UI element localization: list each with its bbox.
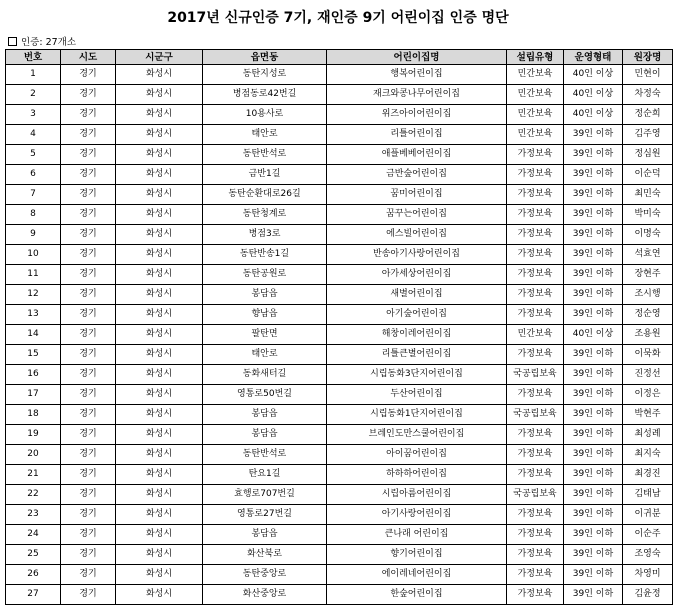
- cell-number: 8: [6, 205, 61, 225]
- cell-operation-type: 39인 이하: [564, 525, 623, 545]
- cell-city: 화성시: [116, 465, 203, 485]
- cell-number: 10: [6, 245, 61, 265]
- table-row: [6, 225, 673, 245]
- cell-province: 경기: [61, 365, 116, 385]
- cell-founding-type: 가정보육: [507, 445, 564, 465]
- cell-district: 동탄반석로: [203, 445, 327, 465]
- column-header-province: 시도: [61, 50, 116, 65]
- cell-daycare-name: 아가세상어린이집: [327, 265, 507, 285]
- cell-city: 화성시: [116, 365, 203, 385]
- cell-number: 15: [6, 345, 61, 365]
- cell-province: 경기: [61, 465, 116, 485]
- cell-daycare-name: 새별어린이집: [327, 285, 507, 305]
- cell-province: 경기: [61, 225, 116, 245]
- cell-founding-type: 민간보육: [507, 65, 564, 85]
- cell-founding-type: 가정보육: [507, 305, 564, 325]
- cell-district: 동탄공원로: [203, 265, 327, 285]
- cell-city: 화성시: [116, 405, 203, 425]
- cell-number: 17: [6, 385, 61, 405]
- cell-number: 12: [6, 285, 61, 305]
- cell-city: 화성시: [116, 245, 203, 265]
- table-row: [6, 345, 673, 365]
- cell-founding-type: 가정보육: [507, 505, 564, 525]
- cell-director-name: 차정숙: [623, 85, 673, 105]
- cell-number: 20: [6, 445, 61, 465]
- cell-founding-type: 가정보육: [507, 285, 564, 305]
- cell-number: 7: [6, 185, 61, 205]
- cell-operation-type: 39인 이하: [564, 145, 623, 165]
- cell-operation-type: 39인 이하: [564, 385, 623, 405]
- cell-operation-type: 39인 이하: [564, 345, 623, 365]
- cell-operation-type: 39인 이하: [564, 445, 623, 465]
- cell-operation-type: 40인 이상: [564, 105, 623, 125]
- table-row: [6, 245, 673, 265]
- cell-province: 경기: [61, 505, 116, 525]
- cell-city: 화성시: [116, 165, 203, 185]
- table-row: [6, 585, 673, 605]
- cell-daycare-name: 브레인도만스쿨어린이집: [327, 425, 507, 445]
- cell-operation-type: 39인 이하: [564, 225, 623, 245]
- cell-number: 9: [6, 225, 61, 245]
- column-header-operation-type: 운영형태: [564, 50, 623, 65]
- cell-province: 경기: [61, 485, 116, 505]
- cell-operation-type: 39인 이하: [564, 245, 623, 265]
- cell-daycare-name: 아기사랑어린이집: [327, 505, 507, 525]
- cell-city: 화성시: [116, 305, 203, 325]
- cell-operation-type: 39인 이하: [564, 165, 623, 185]
- cell-daycare-name: 두산어린이집: [327, 385, 507, 405]
- cell-province: 경기: [61, 105, 116, 125]
- cell-daycare-name: 큰나래 어린이집: [327, 525, 507, 545]
- cell-daycare-name: 에이레네어린이집: [327, 565, 507, 585]
- cell-city: 화성시: [116, 125, 203, 145]
- cell-director-name: 정순영: [623, 305, 673, 325]
- cell-director-name: 이귀분: [623, 505, 673, 525]
- cell-city: 화성시: [116, 545, 203, 565]
- cell-daycare-name: 꿈미어린이집: [327, 185, 507, 205]
- table-row: [6, 385, 673, 405]
- certification-count-text: 인증: 27개소: [21, 37, 77, 48]
- cell-operation-type: 39인 이하: [564, 265, 623, 285]
- column-header-director-name: 원장명: [623, 50, 673, 65]
- cell-director-name: 석효연: [623, 245, 673, 265]
- cell-district: 병점3로: [203, 225, 327, 245]
- cell-number: 4: [6, 125, 61, 145]
- cell-operation-type: 40인 이상: [564, 325, 623, 345]
- cell-director-name: 이순주: [623, 525, 673, 545]
- cell-district: 탄요1길: [203, 465, 327, 485]
- cell-province: 경기: [61, 165, 116, 185]
- cell-city: 화성시: [116, 105, 203, 125]
- table-row: [6, 125, 673, 145]
- table-row: [6, 105, 673, 125]
- cell-daycare-name: 꿈꾸는어린이집: [327, 205, 507, 225]
- table-row: [6, 185, 673, 205]
- cell-operation-type: 40인 이상: [564, 85, 623, 105]
- cell-number: 19: [6, 425, 61, 445]
- cell-founding-type: 가정보육: [507, 225, 564, 245]
- cell-province: 경기: [61, 85, 116, 105]
- table-row: [6, 405, 673, 425]
- table-row: [6, 165, 673, 185]
- cell-province: 경기: [61, 285, 116, 305]
- cell-number: 18: [6, 405, 61, 425]
- cell-district: 향남읍: [203, 305, 327, 325]
- cell-daycare-name: 아기숲어린이집: [327, 305, 507, 325]
- column-header-daycare-name: 어린이집명: [327, 50, 507, 65]
- cell-founding-type: 가정보육: [507, 465, 564, 485]
- cell-daycare-name: 리틀큰별어린이집: [327, 345, 507, 365]
- cell-province: 경기: [61, 65, 116, 85]
- cell-operation-type: 40인 이상: [564, 65, 623, 85]
- cell-city: 화성시: [116, 65, 203, 85]
- cell-daycare-name: 에스빌어린이집: [327, 225, 507, 245]
- cell-province: 경기: [61, 585, 116, 605]
- cell-city: 화성시: [116, 345, 203, 365]
- cell-number: 26: [6, 565, 61, 585]
- cell-founding-type: 가정보육: [507, 265, 564, 285]
- cell-founding-type: 가정보육: [507, 425, 564, 445]
- cell-operation-type: 39인 이하: [564, 185, 623, 205]
- cell-number: 13: [6, 305, 61, 325]
- cell-operation-type: 39인 이하: [564, 285, 623, 305]
- cell-district: 동탄반송1길: [203, 245, 327, 265]
- cell-number: 16: [6, 365, 61, 385]
- cell-number: 2: [6, 85, 61, 105]
- cell-director-name: 김윤정: [623, 585, 673, 605]
- cell-district: 10용사로: [203, 105, 327, 125]
- cell-province: 경기: [61, 125, 116, 145]
- cell-founding-type: 가정보육: [507, 525, 564, 545]
- certified-daycare-table: [5, 49, 673, 605]
- cell-province: 경기: [61, 305, 116, 325]
- cell-daycare-name: 시립동화3단지어린이집: [327, 365, 507, 385]
- cell-number: 11: [6, 265, 61, 285]
- cell-number: 27: [6, 585, 61, 605]
- cell-director-name: 정심원: [623, 145, 673, 165]
- table-row: [6, 305, 673, 325]
- cell-district: 동탄청계로: [203, 205, 327, 225]
- table-row: [6, 85, 673, 105]
- cell-city: 화성시: [116, 565, 203, 585]
- cell-daycare-name: 애플베베어린이집: [327, 145, 507, 165]
- cell-operation-type: 39인 이하: [564, 485, 623, 505]
- cell-province: 경기: [61, 445, 116, 465]
- cell-founding-type: 민간보육: [507, 85, 564, 105]
- cell-city: 화성시: [116, 585, 203, 605]
- cell-district: 동탄중앙로: [203, 565, 327, 585]
- cell-province: 경기: [61, 265, 116, 285]
- cell-district: 영통로27번길: [203, 505, 327, 525]
- cell-operation-type: 39인 이하: [564, 365, 623, 385]
- table-row: [6, 485, 673, 505]
- cell-province: 경기: [61, 345, 116, 365]
- table-row: [6, 445, 673, 465]
- cell-city: 화성시: [116, 185, 203, 205]
- cell-founding-type: 국공립보육: [507, 485, 564, 505]
- cell-district: 효행로707번길: [203, 485, 327, 505]
- cell-number: 22: [6, 485, 61, 505]
- cell-founding-type: 민간보육: [507, 325, 564, 345]
- cell-daycare-name: 하하하어린이집: [327, 465, 507, 485]
- cell-director-name: 조용원: [623, 325, 673, 345]
- table-row: [6, 325, 673, 345]
- cell-city: 화성시: [116, 445, 203, 465]
- cell-daycare-name: 반송아기사랑어린이집: [327, 245, 507, 265]
- cell-director-name: 최민숙: [623, 185, 673, 205]
- cell-district: 화산북로: [203, 545, 327, 565]
- document-title: 2017년 신규인증 7기, 재인증 9기 어린이집 인증 명단: [167, 10, 509, 26]
- table-row: [6, 365, 673, 385]
- cell-daycare-name: 아이꿈어린이집: [327, 445, 507, 465]
- cell-operation-type: 39인 이하: [564, 585, 623, 605]
- cell-operation-type: 39인 이하: [564, 545, 623, 565]
- checkbox-square-icon: [8, 37, 17, 46]
- cell-province: 경기: [61, 565, 116, 585]
- cell-daycare-name: 행복어린이집: [327, 65, 507, 85]
- cell-city: 화성시: [116, 505, 203, 525]
- cell-founding-type: 가정보육: [507, 345, 564, 365]
- cell-district: 화산중앙로: [203, 585, 327, 605]
- cell-province: 경기: [61, 405, 116, 425]
- table-row: [6, 205, 673, 225]
- cell-province: 경기: [61, 425, 116, 445]
- cell-district: 태안로: [203, 125, 327, 145]
- cell-city: 화성시: [116, 285, 203, 305]
- table-row: [6, 145, 673, 165]
- column-header-number: 번호: [6, 50, 61, 65]
- cell-number: 23: [6, 505, 61, 525]
- cell-number: 5: [6, 145, 61, 165]
- cell-province: 경기: [61, 245, 116, 265]
- cell-founding-type: 민간보육: [507, 125, 564, 145]
- cell-district: 봉담읍: [203, 285, 327, 305]
- cell-daycare-name: 시립동화1단지어린이집: [327, 405, 507, 425]
- cell-director-name: 박현주: [623, 405, 673, 425]
- cell-director-name: 이정은: [623, 385, 673, 405]
- cell-daycare-name: 리틀어린이집: [327, 125, 507, 145]
- cell-district: 병점동로42번길: [203, 85, 327, 105]
- table-row: [6, 545, 673, 565]
- cell-daycare-name: 재크와콩나무어린이집: [327, 85, 507, 105]
- table-row: [6, 285, 673, 305]
- cell-district: 동화새터길: [203, 365, 327, 385]
- cell-district: 봉담읍: [203, 525, 327, 545]
- cell-province: 경기: [61, 205, 116, 225]
- cell-daycare-name: 금반숲어린이집: [327, 165, 507, 185]
- cell-number: 1: [6, 65, 61, 85]
- cell-province: 경기: [61, 545, 116, 565]
- cell-district: 동탄순환대로26길: [203, 185, 327, 205]
- cell-founding-type: 민간보육: [507, 105, 564, 125]
- cell-number: 3: [6, 105, 61, 125]
- cell-founding-type: 가정보육: [507, 165, 564, 185]
- cell-district: 봉담읍: [203, 405, 327, 425]
- cell-founding-type: 가정보육: [507, 145, 564, 165]
- cell-number: 14: [6, 325, 61, 345]
- cell-province: 경기: [61, 525, 116, 545]
- cell-city: 화성시: [116, 325, 203, 345]
- cell-operation-type: 39인 이하: [564, 405, 623, 425]
- cell-operation-type: 39인 이하: [564, 465, 623, 485]
- table-row: [6, 525, 673, 545]
- cell-daycare-name: 시립아름어린이집: [327, 485, 507, 505]
- cell-city: 화성시: [116, 265, 203, 285]
- cell-director-name: 진정선: [623, 365, 673, 385]
- cell-city: 화성시: [116, 385, 203, 405]
- cell-city: 화성시: [116, 205, 203, 225]
- cell-director-name: 차영미: [623, 565, 673, 585]
- cell-founding-type: 가정보육: [507, 545, 564, 565]
- cell-director-name: 장현주: [623, 265, 673, 285]
- cell-number: 21: [6, 465, 61, 485]
- cell-city: 화성시: [116, 225, 203, 245]
- column-header-city: 시군구: [116, 50, 203, 65]
- cell-district: 팔탄면: [203, 325, 327, 345]
- cell-founding-type: 가정보육: [507, 585, 564, 605]
- cell-district: 태안로: [203, 345, 327, 365]
- cell-district: 동탄지성로: [203, 65, 327, 85]
- cell-director-name: 박미숙: [623, 205, 673, 225]
- cell-director-name: 김주영: [623, 125, 673, 145]
- cell-province: 경기: [61, 185, 116, 205]
- cell-founding-type: 가정보육: [507, 245, 564, 265]
- cell-operation-type: 39인 이하: [564, 565, 623, 585]
- cell-daycare-name: 해창이레어린이집: [327, 325, 507, 345]
- cell-director-name: 민현이: [623, 65, 673, 85]
- table-body: [6, 65, 673, 605]
- cell-director-name: 김태남: [623, 485, 673, 505]
- column-header-founding-type: 설립유형: [507, 50, 564, 65]
- cell-founding-type: 가정보육: [507, 565, 564, 585]
- table-row: [6, 425, 673, 445]
- cell-founding-type: 가정보육: [507, 205, 564, 225]
- cell-operation-type: 39인 이하: [564, 205, 623, 225]
- cell-city: 화성시: [116, 485, 203, 505]
- cell-director-name: 정순희: [623, 105, 673, 125]
- cell-number: 6: [6, 165, 61, 185]
- table-row: [6, 265, 673, 285]
- cell-director-name: 이묵화: [623, 345, 673, 365]
- cell-province: 경기: [61, 325, 116, 345]
- cell-district: 금반1길: [203, 165, 327, 185]
- cell-number: 24: [6, 525, 61, 545]
- cell-director-name: 최성례: [623, 425, 673, 445]
- cell-director-name: 최지숙: [623, 445, 673, 465]
- cell-district: 동탄반석로: [203, 145, 327, 165]
- cell-director-name: 이순덕: [623, 165, 673, 185]
- certification-count-note: [8, 37, 76, 49]
- cell-district: 봉담읍: [203, 425, 327, 445]
- cell-founding-type: 가정보육: [507, 385, 564, 405]
- cell-director-name: 이명숙: [623, 225, 673, 245]
- table-row: [6, 65, 673, 85]
- cell-city: 화성시: [116, 425, 203, 445]
- cell-director-name: 조영숙: [623, 545, 673, 565]
- cell-founding-type: 가정보육: [507, 185, 564, 205]
- cell-province: 경기: [61, 385, 116, 405]
- cell-operation-type: 39인 이하: [564, 505, 623, 525]
- table-header-row: [6, 50, 673, 65]
- column-header-district: 읍면동: [203, 50, 327, 65]
- cell-daycare-name: 한숲어린이집: [327, 585, 507, 605]
- table-row: [6, 505, 673, 525]
- cell-founding-type: 국공립보육: [507, 365, 564, 385]
- cell-operation-type: 39인 이하: [564, 425, 623, 445]
- cell-operation-type: 39인 이하: [564, 305, 623, 325]
- cell-operation-type: 39인 이하: [564, 125, 623, 145]
- cell-director-name: 최경진: [623, 465, 673, 485]
- cell-city: 화성시: [116, 85, 203, 105]
- cell-city: 화성시: [116, 525, 203, 545]
- cell-daycare-name: 위즈아이어린이집: [327, 105, 507, 125]
- cell-daycare-name: 향기어린이집: [327, 545, 507, 565]
- table-row: [6, 465, 673, 485]
- cell-number: 25: [6, 545, 61, 565]
- table-row: [6, 565, 673, 585]
- cell-province: 경기: [61, 145, 116, 165]
- cell-city: 화성시: [116, 145, 203, 165]
- cell-district: 영통로50번길: [203, 385, 327, 405]
- cell-director-name: 조시행: [623, 285, 673, 305]
- cell-founding-type: 국공립보육: [507, 405, 564, 425]
